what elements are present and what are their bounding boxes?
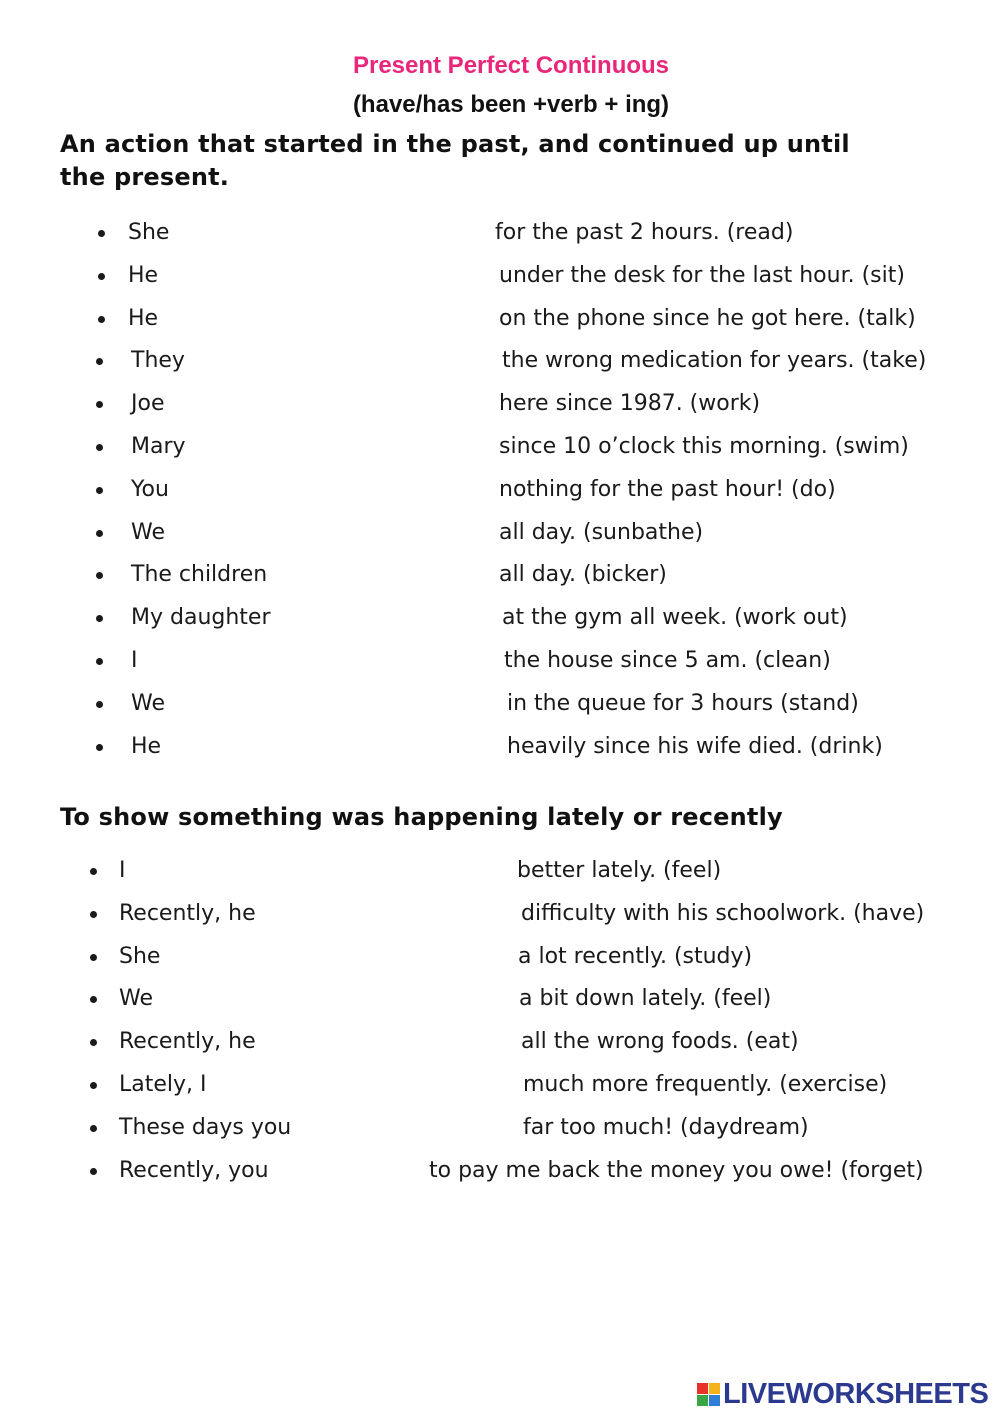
exercise-item xyxy=(0,475,1000,505)
item-subject: My daughter xyxy=(131,605,271,631)
item-sentence-end: better lately. (feel) xyxy=(517,858,722,883)
item-sentence-end: here since 1987. (work) xyxy=(499,391,761,417)
exercise-item xyxy=(0,1113,1000,1143)
exercise-item xyxy=(0,346,1000,376)
item-subject: Recently, he xyxy=(119,900,256,926)
exercise-item xyxy=(0,646,1000,676)
item-sentence-end: under the desk for the last hour. (sit) xyxy=(499,262,905,288)
exercise-item xyxy=(0,218,1000,248)
bullet-icon xyxy=(96,401,103,408)
item-sentence-end: since 10 o’clock this morning. (swim) xyxy=(499,434,909,459)
item-subject: We xyxy=(119,986,153,1012)
item-sentence-end: for the past 2 hours. (read) xyxy=(495,220,794,245)
exercise-item xyxy=(0,984,1000,1014)
item-sentence-end: in the queue for 3 hours (stand) xyxy=(507,690,859,716)
item-subject: Lately, I xyxy=(119,1072,207,1097)
exercise-item xyxy=(0,518,1000,548)
bullet-icon xyxy=(90,1082,97,1089)
item-sentence-end: at the gym all week. (work out) xyxy=(502,605,848,631)
logo-icon-square xyxy=(709,1383,720,1394)
exercise-item xyxy=(0,560,1000,590)
exercise-item xyxy=(0,603,1000,633)
exercise-item xyxy=(0,856,1000,886)
item-subject: We xyxy=(131,690,165,716)
bullet-icon xyxy=(98,316,105,323)
item-sentence-end: all day. (bicker) xyxy=(499,562,667,588)
item-subject: He xyxy=(128,305,159,331)
bullet-icon xyxy=(90,911,97,918)
section-heading-2: To show something was happening lately or recently xyxy=(60,803,783,831)
item-subject: They xyxy=(131,348,185,374)
bullet-icon xyxy=(96,658,103,665)
item-subject: Recently, he xyxy=(119,1029,256,1055)
item-subject: I xyxy=(131,648,138,673)
item-sentence-end: all day. (sunbathe) xyxy=(499,519,704,545)
logo-text: LIVEWORKSHEETS xyxy=(723,1377,989,1410)
exercise-item xyxy=(0,899,1000,929)
item-sentence-end: on the phone since he got here. (talk) xyxy=(499,305,916,331)
page-title: Present Perfect Continuous xyxy=(352,52,670,79)
page-subtitle: (have/has been +verb + ing) xyxy=(352,91,670,118)
item-sentence-end: a bit down lately. (feel) xyxy=(519,986,772,1012)
bullet-icon xyxy=(96,572,103,579)
exercise-item xyxy=(0,1156,1000,1186)
item-sentence-end: difficulty with his schoolwork. (have) xyxy=(521,900,925,926)
bullet-icon xyxy=(96,530,103,537)
bullet-icon xyxy=(90,868,97,875)
logo-icon xyxy=(697,1383,720,1406)
item-sentence-end: far too much! (daydream) xyxy=(523,1114,809,1140)
item-subject: She xyxy=(119,943,161,969)
item-sentence-end: heavily since his wife died. (drink) xyxy=(507,733,883,759)
item-sentence-end: all the wrong foods. (eat) xyxy=(521,1029,799,1055)
exercise-item xyxy=(0,261,1000,291)
item-subject: He xyxy=(128,262,159,288)
liveworksheets-logo xyxy=(697,1378,988,1410)
bullet-icon xyxy=(96,701,103,708)
item-subject: Mary xyxy=(131,434,186,459)
bullet-icon xyxy=(90,1168,97,1175)
logo-icon-square xyxy=(709,1395,720,1406)
logo-icon-square xyxy=(697,1383,708,1394)
exercise-item xyxy=(0,432,1000,462)
item-subject: I xyxy=(119,858,126,883)
bullet-icon xyxy=(96,487,103,494)
bullet-icon xyxy=(96,744,103,751)
exercise-item xyxy=(0,689,1000,719)
item-sentence-end: nothing for the past hour! (do) xyxy=(499,476,836,502)
bullet-icon xyxy=(98,230,105,237)
item-subject: These days you xyxy=(119,1114,292,1140)
bullet-icon xyxy=(96,444,103,451)
logo-icon-square xyxy=(697,1395,708,1406)
bullet-icon xyxy=(90,1125,97,1132)
exercise-item xyxy=(0,1027,1000,1057)
item-subject: The children xyxy=(131,562,268,588)
bullet-icon xyxy=(90,1039,97,1046)
item-sentence-end: the wrong medication for years. (take) xyxy=(502,348,927,374)
item-subject: Joe xyxy=(131,391,165,417)
item-sentence-end: much more frequently. (exercise) xyxy=(523,1072,888,1097)
item-subject: Recently, you xyxy=(119,1157,269,1183)
bullet-icon xyxy=(90,954,97,961)
item-sentence-end: the house since 5 am. (clean) xyxy=(504,648,831,673)
item-subject: She xyxy=(128,220,170,245)
item-subject: We xyxy=(131,519,165,545)
section-heading-1: An action that started in the past, and continued up until the present. xyxy=(60,130,850,191)
exercise-item xyxy=(0,389,1000,419)
bullet-icon xyxy=(90,996,97,1003)
bullet-icon xyxy=(96,358,103,365)
item-sentence-end: a lot recently. (study) xyxy=(518,943,753,969)
exercise-item xyxy=(0,942,1000,972)
bullet-icon xyxy=(98,273,105,280)
exercise-item xyxy=(0,732,1000,762)
exercise-item xyxy=(0,304,1000,334)
item-subject: You xyxy=(131,476,169,502)
exercise-item xyxy=(0,1070,1000,1100)
bullet-icon xyxy=(96,615,103,622)
item-subject: He xyxy=(131,733,162,759)
item-sentence-end: to pay me back the money you owe! (forget) xyxy=(429,1157,924,1183)
